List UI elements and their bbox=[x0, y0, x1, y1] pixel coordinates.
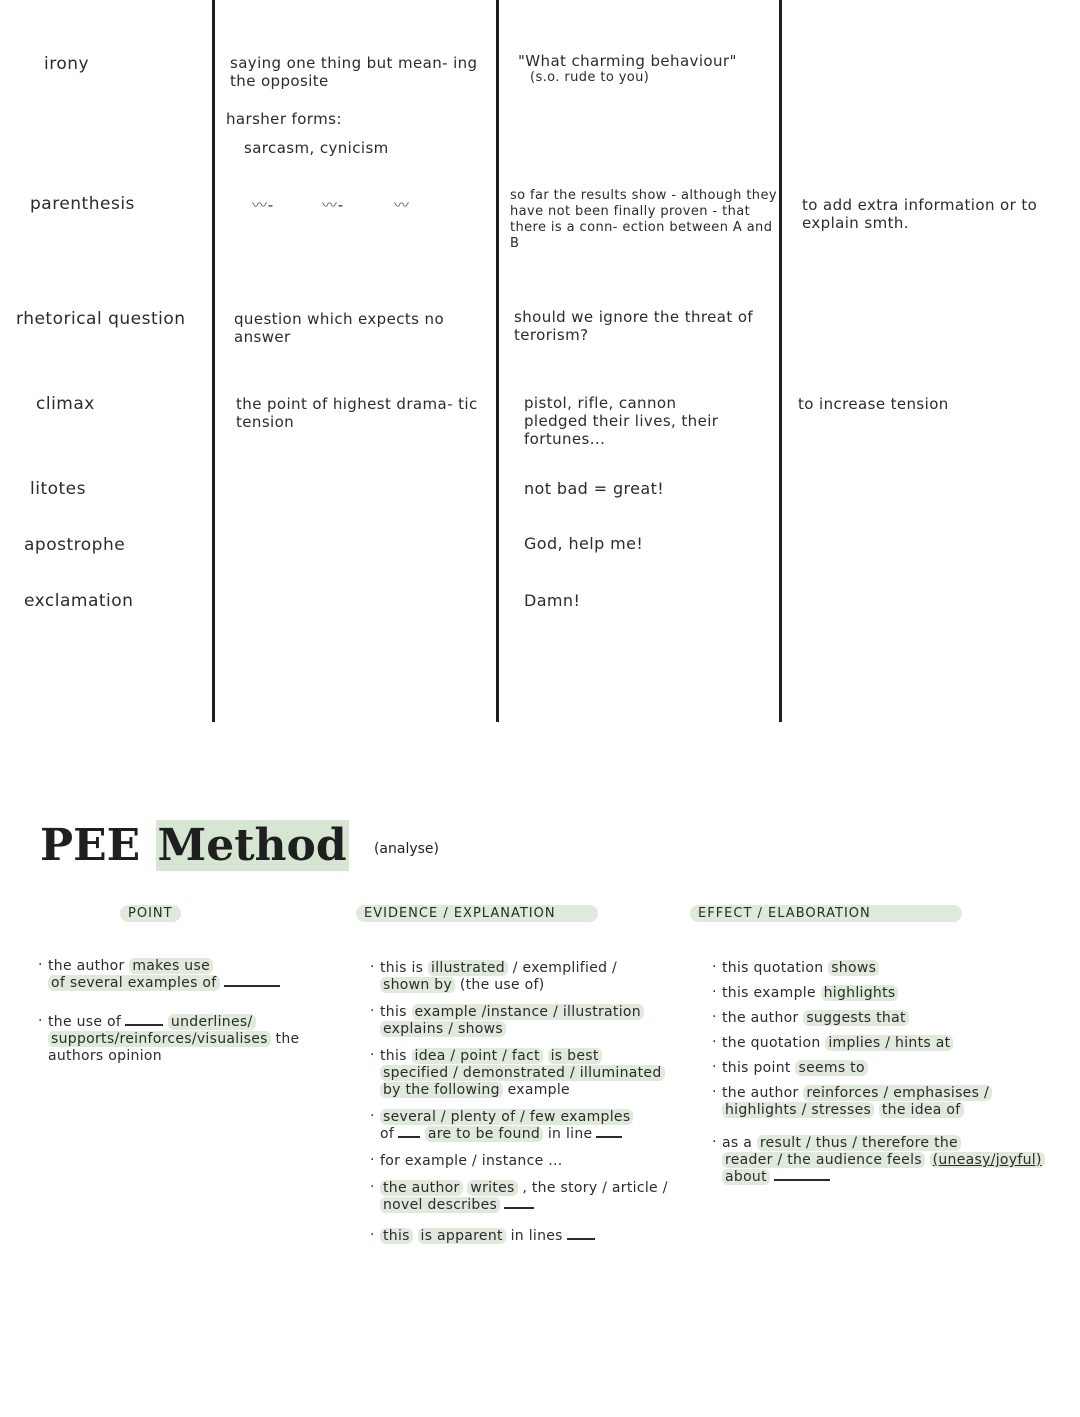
effect-item-2 bbox=[712, 985, 1072, 1002]
point-2-text-e: authors opinion bbox=[48, 1048, 162, 1064]
pee-title-part1: PEE bbox=[40, 820, 141, 871]
example-apostrophe: God, help me! bbox=[524, 534, 644, 553]
effect-item-6 bbox=[712, 1085, 1072, 1119]
point-2-blank bbox=[125, 1014, 163, 1026]
effect-2-text-a: this example bbox=[722, 985, 816, 1001]
evidence-item-1 bbox=[370, 960, 680, 994]
evidence-item-6 bbox=[370, 1180, 680, 1214]
evidence-3-text-f: example bbox=[507, 1082, 570, 1098]
evidence-1-text-a: this is bbox=[380, 960, 424, 976]
effect-7-highlight-e: about bbox=[722, 1169, 770, 1185]
definition-irony-extra1: harsher forms: bbox=[226, 110, 342, 128]
effect-item-4 bbox=[712, 1035, 1072, 1052]
definition-irony-extra2: sarcasm, cynicism bbox=[244, 139, 389, 157]
effect-6-highlight-b: reinforces / emphasises / bbox=[803, 1085, 992, 1101]
effect-item-3 bbox=[712, 1010, 1072, 1027]
point-2-text-d: the bbox=[275, 1031, 300, 1047]
header-point: POINT bbox=[120, 905, 181, 922]
term-exclamation: exclamation bbox=[24, 591, 134, 611]
effect-6-text-a: the author bbox=[722, 1085, 799, 1101]
evidence-4-blank-1 bbox=[398, 1126, 420, 1138]
term-rhetorical-question: rhetorical question bbox=[16, 309, 186, 329]
evidence-3-text-a: this bbox=[380, 1048, 407, 1064]
evidence-2-text-a: this bbox=[380, 1004, 407, 1020]
evidence-7-highlight-a: this bbox=[380, 1228, 413, 1244]
function-parenthesis: to add extra information or to explain smth. bbox=[802, 196, 1038, 232]
example-irony-note: (s.o. rude to you) bbox=[530, 70, 650, 85]
effect-4-text-a: the quotation bbox=[722, 1035, 821, 1051]
example-climax: pistol, rifle, cannon pledged their lives, their fortunes... bbox=[524, 394, 719, 448]
effect-6-highlight-c: highlights / stresses bbox=[722, 1102, 874, 1118]
effect-3-highlight-b: suggests that bbox=[803, 1010, 908, 1026]
evidence-3-highlight-c: is best bbox=[548, 1048, 602, 1064]
parenthesis-squiggle-3: 〰 bbox=[394, 196, 408, 214]
effect-1-highlight-b: shows bbox=[828, 960, 879, 976]
evidence-7-blank bbox=[567, 1228, 595, 1240]
effect-6-highlight-d: the idea of bbox=[879, 1102, 964, 1118]
evidence-3-highlight-b: idea / point / fact bbox=[412, 1048, 543, 1064]
effect-5-text-a: this point bbox=[722, 1060, 791, 1076]
function-climax: to increase tension bbox=[798, 395, 949, 413]
effect-4-highlight-b: implies / hints at bbox=[825, 1035, 953, 1051]
point-1-highlight: makes use bbox=[129, 958, 213, 974]
example-irony: "What charming behaviour" bbox=[518, 52, 737, 70]
evidence-6-highlight-b: writes bbox=[467, 1180, 517, 1196]
effect-7-blank bbox=[774, 1169, 830, 1181]
header-effect: EFFECT / ELABORATION bbox=[690, 905, 962, 922]
evidence-2-highlight-c: explains / shows bbox=[380, 1021, 506, 1037]
parenthesis-squiggle-2: 〰 - bbox=[322, 196, 342, 214]
example-exclamation: Damn! bbox=[524, 591, 581, 610]
effect-list bbox=[712, 960, 1072, 1194]
evidence-6-text-c: , the story / article / bbox=[522, 1180, 668, 1196]
definition-irony: saying one thing but mean- ing the opposite bbox=[230, 54, 478, 90]
pee-title-part2: Method bbox=[157, 820, 347, 871]
pee-title bbox=[40, 820, 439, 871]
effect-1-text-a: this quotation bbox=[722, 960, 824, 976]
example-parenthesis: so far the results show - although they have not been finally proven - that there is a conn- ection between A and B bbox=[510, 188, 777, 251]
evidence-7-text-c: in lines bbox=[510, 1228, 563, 1244]
effect-2-highlight-b: highlights bbox=[821, 985, 899, 1001]
point-1-text-c: of several examples of bbox=[48, 975, 220, 991]
table-divider-2 bbox=[496, 0, 499, 722]
evidence-6-highlight-a: the author bbox=[380, 1180, 463, 1196]
evidence-4-text-d: in line bbox=[547, 1126, 593, 1142]
evidence-1-highlight-b: illustrated bbox=[428, 960, 508, 976]
table-divider-1 bbox=[212, 0, 215, 722]
evidence-5-text: for example / instance ... bbox=[380, 1153, 563, 1169]
pee-title-sub: (analyse) bbox=[373, 840, 440, 857]
point-item-1 bbox=[38, 958, 338, 992]
evidence-item-3 bbox=[370, 1048, 680, 1099]
evidence-item-7 bbox=[370, 1228, 680, 1245]
evidence-6-highlight-d: novel describes bbox=[380, 1197, 500, 1213]
effect-7-highlight-b: result / thus / therefore the bbox=[757, 1135, 961, 1151]
effect-item-7 bbox=[712, 1135, 1072, 1186]
evidence-item-5 bbox=[370, 1153, 680, 1170]
table-divider-3 bbox=[779, 0, 782, 722]
header-evidence: EVIDENCE / EXPLANATION bbox=[356, 905, 598, 922]
evidence-6-blank bbox=[504, 1197, 534, 1209]
effect-7-highlight-c: reader / the audience feels bbox=[722, 1152, 925, 1168]
effect-item-5 bbox=[712, 1060, 1072, 1077]
point-list bbox=[38, 958, 338, 1075]
evidence-1-highlight-d: shown by bbox=[380, 977, 455, 993]
effect-5-highlight-b: seems to bbox=[795, 1060, 867, 1076]
term-apostrophe: apostrophe bbox=[24, 535, 126, 555]
evidence-item-4 bbox=[370, 1109, 680, 1143]
point-2-text-a: the use of bbox=[48, 1014, 122, 1030]
evidence-1-text-e: (the use of) bbox=[459, 977, 545, 993]
term-irony: irony bbox=[44, 54, 90, 74]
term-litotes: litotes bbox=[30, 479, 86, 499]
evidence-item-2 bbox=[370, 1004, 680, 1038]
definition-rhetorical-question: question which expects no answer bbox=[234, 310, 445, 346]
evidence-3-highlight-e: by the following bbox=[380, 1082, 503, 1098]
evidence-2-highlight-b: example /instance / illustration bbox=[412, 1004, 644, 1020]
point-1-blank bbox=[224, 975, 280, 987]
effect-7-highlight-d: (uneasy/joyful) bbox=[930, 1152, 1045, 1168]
parenthesis-squiggle-1: 〰 - bbox=[252, 196, 272, 214]
effect-item-1 bbox=[712, 960, 1072, 977]
evidence-4-highlight-c: are to be found bbox=[425, 1126, 543, 1142]
evidence-4-highlight-a: several / plenty of / few examples bbox=[380, 1109, 633, 1125]
evidence-4-text-b: of bbox=[380, 1126, 395, 1142]
point-1-text-a: the author bbox=[48, 958, 125, 974]
evidence-3-highlight-d: specified / demonstrated / illuminated bbox=[380, 1065, 665, 1081]
evidence-1-text-c: / exemplified / bbox=[512, 960, 618, 976]
point-2-highlight-b: underlines/ bbox=[168, 1014, 256, 1030]
effect-3-text-a: the author bbox=[722, 1010, 799, 1026]
example-rhetorical-question: should we ignore the threat of terorism? bbox=[514, 308, 754, 344]
term-climax: climax bbox=[36, 394, 95, 414]
example-litotes: not bad = great! bbox=[524, 479, 665, 498]
term-parenthesis: parenthesis bbox=[30, 194, 135, 214]
evidence-7-highlight-b: is apparent bbox=[418, 1228, 506, 1244]
evidence-list bbox=[370, 960, 680, 1255]
definition-climax: the point of highest drama- tic tension bbox=[236, 395, 478, 431]
evidence-4-blank-2 bbox=[596, 1126, 622, 1138]
point-2-highlight-c: supports/reinforces/visualises bbox=[48, 1031, 271, 1047]
effect-7-text-a: as a bbox=[722, 1135, 753, 1151]
point-item-2 bbox=[38, 1014, 338, 1065]
